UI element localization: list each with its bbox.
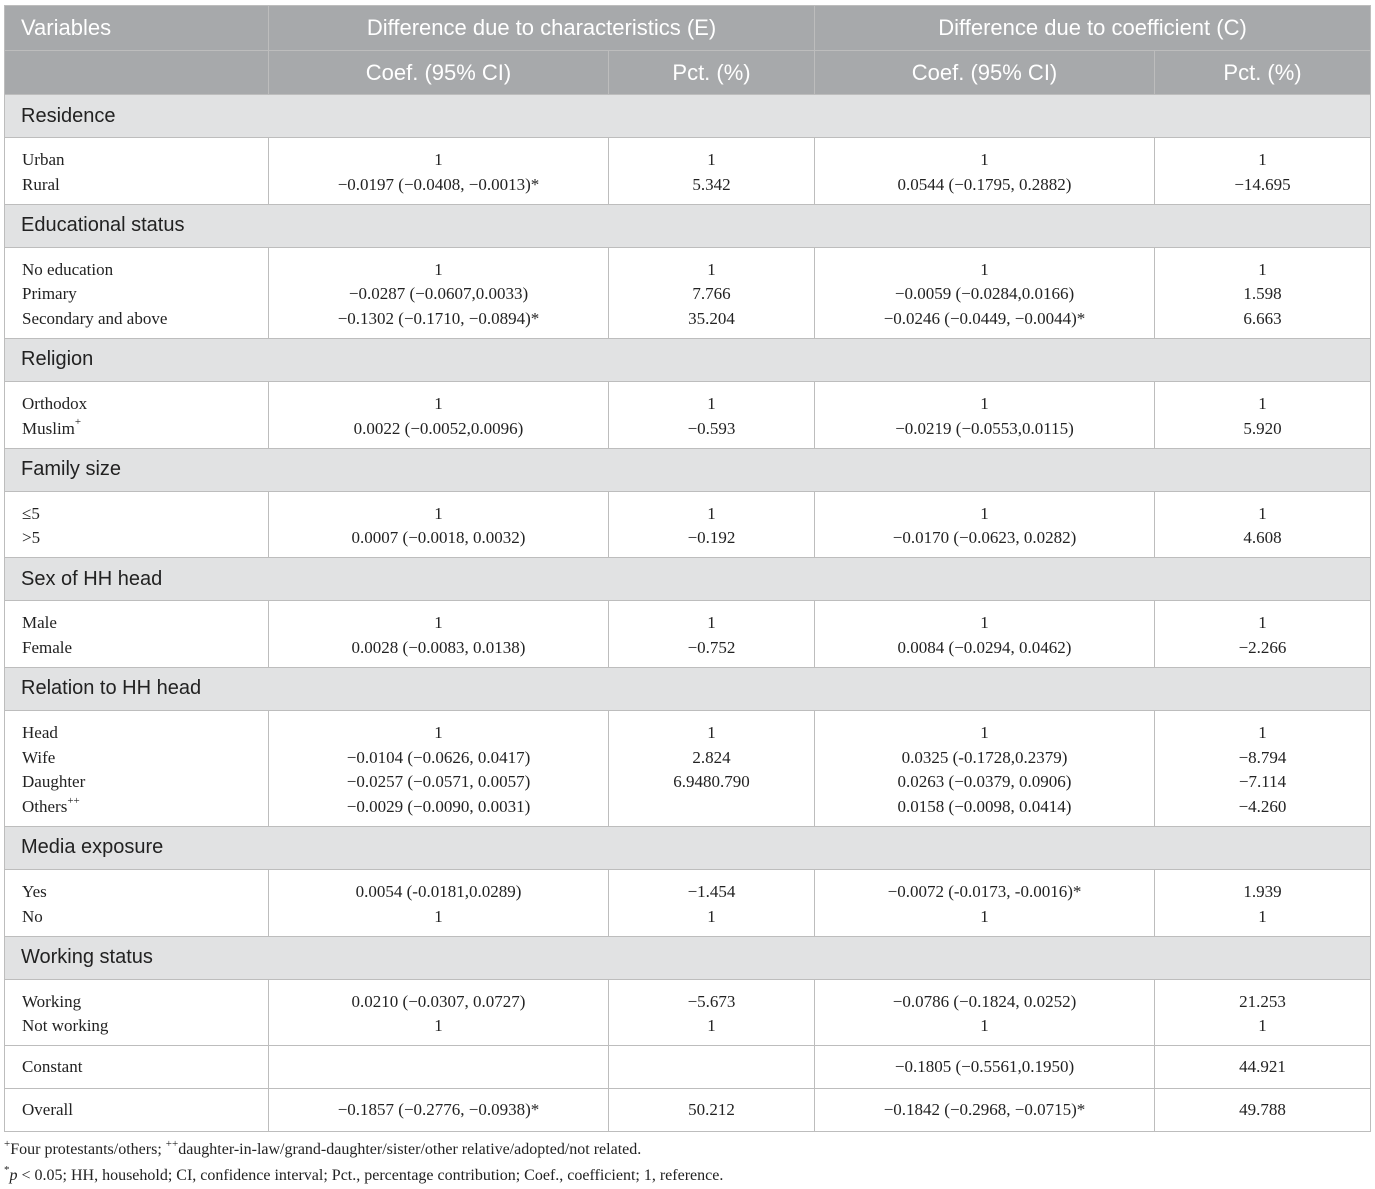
e-pct-value: 1 (707, 150, 716, 169)
variable-label (22, 636, 268, 661)
variable-label (22, 905, 268, 930)
e-pct-value: 5.342 (692, 174, 731, 194)
section-title: Media exposure (5, 826, 1371, 869)
e-pct-value: 1 (707, 259, 716, 279)
variable-labels-cell (5, 979, 269, 1046)
c-pct-cell (1155, 138, 1371, 205)
c-coef-value: 1 (980, 613, 989, 633)
c-pct-value: 4.608 (1243, 528, 1282, 548)
e-pct-value: −5.673 (687, 991, 736, 1011)
e-pct-value: 1 (707, 1016, 716, 1036)
c-pct-value: 1 (1258, 150, 1267, 169)
e-pct-cell (609, 491, 815, 558)
e-pct-cell (609, 710, 815, 826)
variable-labels-cell (5, 710, 269, 826)
header-group-characteristics: Difference due to characteristics (E) (269, 6, 815, 51)
section-body-row (5, 381, 1371, 448)
section-body-row (5, 138, 1371, 205)
e-coef-value: 1 (434, 259, 443, 279)
c-coef-value: 1 (980, 393, 989, 413)
variable-label (22, 880, 268, 905)
section-title: Residence (5, 95, 1371, 138)
total-row (5, 1089, 1371, 1132)
c-pct-cell (1155, 601, 1371, 668)
c-pct-value: 1 (1258, 393, 1267, 413)
variable-label-text: No education (22, 259, 114, 279)
c-pct-value: 49.788 (1155, 1089, 1371, 1132)
variable-label-text: Not working (22, 1016, 109, 1036)
c-coef-value: 1 (980, 150, 989, 169)
total-label: Overall (5, 1089, 269, 1132)
e-pct-value (609, 1046, 815, 1089)
e-coef-value: −0.0257 (−0.0571, 0.0057) (346, 772, 531, 792)
e-coef-value: 1 (434, 722, 443, 742)
variable-label (22, 502, 268, 527)
c-pct-value: 1 (1258, 722, 1267, 742)
variable-labels-cell (5, 869, 269, 936)
variable-label-text: Working (22, 991, 82, 1011)
section-body-row (5, 869, 1371, 936)
e-coef-value: −0.0287 (−0.0607,0.0033) (348, 284, 529, 304)
c-coef-cell (815, 601, 1155, 668)
section-body-row (5, 710, 1371, 826)
c-pct-cell (1155, 869, 1371, 936)
e-coef-value: 1 (434, 503, 443, 523)
section-body-row (5, 491, 1371, 558)
variable-labels-cell (5, 138, 269, 205)
c-pct-value: 1.598 (1243, 284, 1282, 304)
variable-label-text: No (22, 906, 43, 926)
c-coef-cell (815, 979, 1155, 1046)
c-coef-cell (815, 381, 1155, 448)
variable-label (22, 282, 268, 307)
e-pct-value: −1.454 (687, 881, 736, 901)
c-coef-value: 0.0544 (−0.1795, 0.2882) (897, 174, 1072, 194)
section-header-row (5, 338, 1371, 381)
variable-label (22, 392, 268, 417)
footnote-p: p (9, 1167, 18, 1184)
footnote-text-relation: daughter-in-law/grand-daughter/sister/other relative/adopted/not related. (178, 1141, 642, 1158)
header-coef-e: Coef. (95% CI) (269, 51, 609, 95)
header-pct-c: Pct. (%) (1155, 51, 1371, 95)
e-coef-value: −0.0104 (−0.0626, 0.0417) (346, 747, 531, 767)
c-pct-value: 5.920 (1243, 418, 1282, 438)
variable-label (22, 307, 268, 332)
c-coef-value: 1 (980, 503, 989, 523)
c-coef-value: −0.1842 (−0.2968, −0.0715)* (815, 1089, 1155, 1132)
header-group-coefficient: Difference due to coefficient (C) (815, 6, 1371, 51)
c-coef-value: 0.0263 (−0.0379, 0.0906) (897, 772, 1072, 792)
header-empty (5, 51, 269, 95)
c-coef-value: 0.0325 (-0.1728,0.2379) (901, 747, 1068, 767)
c-pct-value: 1 (1258, 503, 1267, 523)
header-coef-c: Coef. (95% CI) (815, 51, 1155, 95)
table-footnotes (4, 1137, 1370, 1189)
c-coef-value: −0.0059 (−0.0284,0.0166) (894, 284, 1075, 304)
variable-label-text: Yes (22, 881, 47, 901)
e-coef-value: 1 (434, 613, 443, 633)
c-coef-value: 1 (980, 722, 989, 742)
c-coef-value: −0.1805 (−0.5561,0.1950) (815, 1046, 1155, 1089)
c-coef-value: 0.0084 (−0.0294, 0.0462) (897, 637, 1072, 657)
variable-label (22, 611, 268, 636)
variable-label-sup: + (74, 416, 82, 429)
section-body-row (5, 247, 1371, 338)
e-coef-cell (269, 138, 609, 205)
variable-label-text: Muslim (22, 418, 75, 438)
section-header-row (5, 826, 1371, 869)
e-pct-value: 35.204 (688, 309, 735, 329)
e-pct-value: −0.752 (687, 637, 736, 657)
e-coef-value: −0.1302 (−0.1710, −0.0894)* (337, 309, 540, 329)
e-pct-cell (609, 381, 815, 448)
variable-label-text: Wife (22, 747, 56, 767)
e-pct-value: 2.824 (692, 747, 731, 767)
e-coef-value (269, 1046, 609, 1089)
footnote-sup-star: * (4, 1163, 10, 1176)
e-pct-value (609, 795, 814, 820)
e-coef-cell (269, 381, 609, 448)
c-pct-value: 6.663 (1243, 309, 1282, 329)
variable-label (22, 1014, 268, 1039)
header-pct-e: Pct. (%) (609, 51, 815, 95)
decomposition-table (4, 5, 1371, 1132)
variable-label (22, 258, 268, 283)
section-title: Relation to HH head (5, 667, 1371, 710)
section-title: Working status (5, 936, 1371, 979)
c-pct-value: −2.266 (1238, 637, 1287, 657)
c-pct-cell (1155, 979, 1371, 1046)
variable-label (22, 746, 268, 771)
c-coef-value: 1 (980, 906, 989, 926)
variable-labels-cell (5, 601, 269, 668)
e-pct-value: 1 (707, 722, 716, 742)
c-pct-value: 1 (1258, 1016, 1267, 1036)
e-coef-value: −0.1857 (−0.2776, −0.0938)* (269, 1089, 609, 1132)
c-pct-value: −8.794 (1238, 747, 1287, 767)
footnote-sup-plus: + (4, 1137, 11, 1150)
c-pct-value: −7.114 (1238, 772, 1287, 792)
c-coef-value: 1 (980, 1016, 989, 1036)
variable-labels-cell (5, 381, 269, 448)
e-coef-cell (269, 710, 609, 826)
variable-labels-cell (5, 247, 269, 338)
footnote-text-religion: Four protestants/others; (10, 1141, 166, 1158)
e-pct-cell (609, 247, 815, 338)
c-pct-cell (1155, 491, 1371, 558)
e-coef-value: 0.0007 (−0.0018, 0.0032) (351, 528, 526, 548)
variable-label (22, 173, 268, 198)
variable-label (22, 721, 268, 746)
e-pct-value: −0.192 (687, 528, 736, 548)
section-header-row (5, 95, 1371, 138)
variable-label (22, 795, 268, 820)
variable-label-text: Female (22, 637, 73, 657)
e-pct-value: 7.766 (692, 284, 731, 304)
c-pct-value: 1.939 (1243, 881, 1282, 901)
section-header-row (5, 204, 1371, 247)
variable-label (22, 990, 268, 1015)
section-header-row (5, 936, 1371, 979)
c-pct-value: 1 (1258, 613, 1267, 633)
c-coef-cell (815, 710, 1155, 826)
e-coef-value: 1 (434, 906, 443, 926)
variable-label-text: Rural (22, 174, 60, 194)
c-coef-value: 1 (980, 259, 989, 279)
c-pct-value: 21.253 (1239, 991, 1286, 1011)
c-pct-value: −4.260 (1238, 797, 1287, 817)
c-coef-cell (815, 247, 1155, 338)
section-title: Family size (5, 448, 1371, 491)
e-coef-value: 1 (434, 150, 443, 169)
c-pct-cell (1155, 247, 1371, 338)
variable-label-sup: ++ (67, 794, 80, 807)
c-pct-cell (1155, 710, 1371, 826)
footnote-sup-double-plus: ++ (165, 1137, 179, 1150)
e-pct-cell (609, 979, 815, 1046)
e-coef-value: 0.0022 (−0.0052,0.0096) (353, 418, 524, 438)
e-pct-cell (609, 138, 815, 205)
e-coef-value: 0.0210 (−0.0307, 0.0727) (351, 991, 526, 1011)
variable-label (22, 526, 268, 551)
e-coef-cell (269, 979, 609, 1046)
section-header-row (5, 667, 1371, 710)
c-pct-cell (1155, 381, 1371, 448)
e-pct-value: 1 (707, 906, 716, 926)
section-header-row (5, 448, 1371, 491)
variable-label-text: Daughter (22, 772, 86, 792)
c-coef-value: −0.0072 (-0.0173, -0.0016)* (887, 881, 1082, 901)
e-pct-value: 50.212 (609, 1089, 815, 1132)
c-pct-value: −14.695 (1234, 174, 1291, 194)
variable-label (22, 417, 268, 442)
e-coef-value: −0.0029 (−0.0090, 0.0031) (346, 797, 531, 817)
variable-label-text: Others (22, 797, 68, 817)
c-coef-value: −0.0170 (−0.0623, 0.0282) (892, 528, 1077, 548)
e-coef-value: 0.0054 (-0.0181,0.0289) (355, 881, 522, 901)
e-coef-value: −0.0197 (−0.0408, −0.0013)* (337, 174, 540, 194)
variable-label-text: Male (22, 613, 57, 633)
e-pct-value: −0.593 (687, 418, 736, 438)
section-header-row (5, 558, 1371, 601)
c-coef-cell (815, 138, 1155, 205)
e-coef-cell (269, 491, 609, 558)
section-title: Educational status (5, 204, 1371, 247)
variable-labels-cell (5, 491, 269, 558)
variable-label (22, 148, 268, 173)
c-coef-cell (815, 491, 1155, 558)
c-coef-value: 0.0158 (−0.0098, 0.0414) (897, 797, 1072, 817)
e-coef-cell (269, 869, 609, 936)
footnote-abbreviations (4, 1163, 1370, 1189)
e-coef-cell (269, 601, 609, 668)
variable-label-text: Secondary and above (22, 309, 168, 329)
section-body-row (5, 979, 1371, 1046)
e-pct-cell (609, 601, 815, 668)
e-pct-value: 1 (707, 613, 716, 633)
e-pct-value: 1 (707, 393, 716, 413)
variable-label (22, 770, 268, 795)
c-pct-value: 1 (1258, 906, 1267, 926)
total-row (5, 1046, 1371, 1089)
footnote-text-abbrev: < 0.05; HH, household; CI, confidence interval; Pct., percentage contribution; Coef., coefficient; 1, reference. (17, 1167, 724, 1184)
e-pct-value: 6.9480.790 (673, 772, 750, 792)
header-variables: Variables (5, 6, 269, 51)
e-pct-cell (609, 869, 815, 936)
section-body-row (5, 601, 1371, 668)
variable-label-text: Head (22, 722, 58, 742)
variable-label-text: Orthodox (22, 393, 88, 413)
e-pct-value: 1 (707, 503, 716, 523)
section-title: Religion (5, 338, 1371, 381)
table-body (5, 95, 1371, 1132)
c-pct-value: 44.921 (1155, 1046, 1371, 1089)
e-coef-value: 1 (434, 1016, 443, 1036)
c-coef-value: −0.0219 (−0.0553,0.0115) (895, 418, 1074, 438)
e-coef-value: 1 (434, 393, 443, 413)
variable-label-text: >5 (22, 528, 41, 548)
footnote-religion-relation (4, 1137, 1370, 1163)
variable-label-text: Primary (22, 284, 77, 304)
total-label: Constant (5, 1046, 269, 1089)
variable-label-text: ≤5 (22, 503, 40, 523)
variable-label-text: Urban (22, 150, 65, 169)
c-coef-value: −0.0246 (−0.0449, −0.0044)* (883, 309, 1086, 329)
c-pct-value: 1 (1258, 259, 1267, 279)
e-coef-cell (269, 247, 609, 338)
section-title: Sex of HH head (5, 558, 1371, 601)
c-coef-cell (815, 869, 1155, 936)
c-coef-value: −0.0786 (−0.1824, 0.0252) (892, 991, 1077, 1011)
e-coef-value: 0.0028 (−0.0083, 0.0138) (351, 637, 526, 657)
